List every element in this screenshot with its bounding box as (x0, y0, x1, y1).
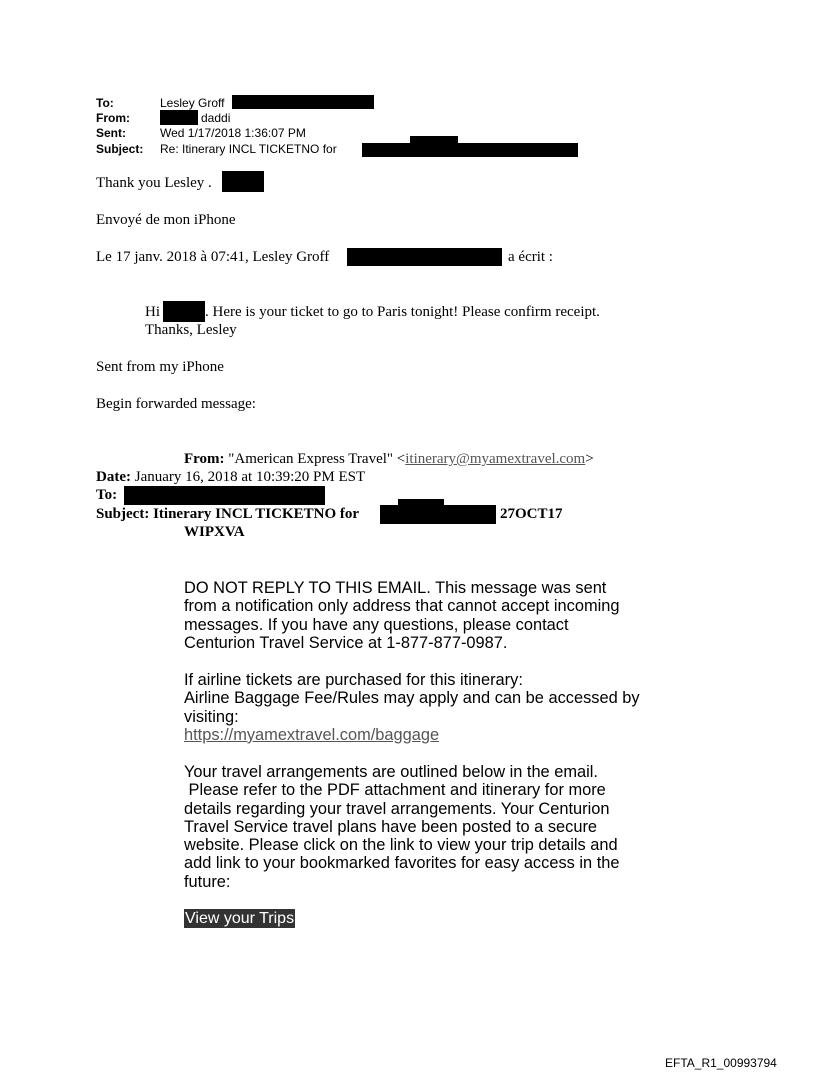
text-line: Airline Baggage Fee/Rules may apply and can be accessed by (184, 689, 640, 708)
text-line: website. Please click on the link to view your trip details and (184, 836, 618, 855)
document-id: EFTA_R1_00993794 (665, 1056, 777, 1070)
to-label: To: (96, 96, 114, 110)
fwd-subject-label: Subject: (96, 506, 150, 522)
reply-signature: Envoyé de mon iPhone (96, 212, 236, 228)
fwd-from-label: From: (184, 451, 225, 467)
text-line: add link to your bookmarked favorites for easy access in the (184, 854, 620, 873)
from-label: From: (96, 111, 130, 125)
subject-label: Subject: (96, 142, 144, 156)
redaction-box (362, 143, 578, 157)
fwd-from-line: From: "American Express Travel" <itinerary@myamextravel.com> (184, 451, 594, 467)
redaction-box (222, 171, 264, 192)
from-name: daddi (201, 111, 231, 125)
text-line: If airline tickets are purchased for this itinerary: (184, 671, 523, 689)
quoted-hi: Hi (145, 304, 160, 320)
text-line: Your travel arrangements are outlined below in the email. (184, 763, 598, 781)
fwd-subject-code: WIPXVA (184, 524, 245, 540)
text-line: Please refer to the PDF attachment and itinerary for more (184, 781, 606, 800)
redaction-box (163, 301, 205, 322)
redaction-box (347, 248, 502, 266)
fwd-subject-date: 27OCT17 (500, 506, 563, 522)
quote-intro: Le 17 janv. 2018 à 07:41, Lesley Groff (96, 249, 330, 265)
text-line: messages. If you have any questions, please contact (184, 615, 569, 634)
subject-value: Re: Itinerary INCL TICKETNO for (160, 142, 337, 156)
sent-value: Wed 1/17/2018 1:36:07 PM (160, 126, 306, 140)
redaction-box (232, 95, 374, 109)
baggage-link[interactable]: https://myamextravel.com/baggage (184, 725, 440, 744)
text-line: details regarding your travel arrangements. Your Centurion (184, 799, 610, 818)
sent-label: Sent: (96, 126, 126, 140)
notice-paragraph (184, 579, 620, 652)
fwd-subject-value: Itinerary INCL TICKETNO for (153, 506, 360, 522)
begin-forwarded: Begin forwarded message: (96, 396, 256, 412)
reply-thanks: Thank you Lesley . (96, 175, 212, 191)
text-line: DO NOT REPLY TO THIS EMAIL. This message was sent (184, 579, 607, 597)
to-name: Lesley Groff (160, 96, 225, 110)
fwd-subject-line (96, 506, 359, 523)
redaction-box (380, 505, 496, 524)
redaction-box (410, 136, 458, 146)
redaction-box (398, 499, 444, 507)
fwd-from-email-link[interactable]: itinerary@myamextravel.com (405, 451, 586, 467)
view-trips-button[interactable]: View your Trips (185, 910, 295, 927)
quote-suffix: a écrit : (508, 249, 553, 265)
text-line: from a notification only address that cannot accept incoming (184, 597, 620, 616)
text-line: Centurion Travel Service at 1-877-877-0987. (184, 633, 508, 652)
baggage-paragraph (184, 671, 640, 744)
redaction-box (124, 486, 325, 505)
fwd-date-line (96, 469, 365, 486)
fwd-date-value: January 16, 2018 at 10:39:20 PM EST (134, 469, 366, 485)
redaction-box (160, 110, 198, 125)
sent-from-line: Sent from my iPhone (96, 359, 224, 375)
quoted-closing: Thanks, Lesley (145, 322, 237, 338)
text-line: future: (184, 872, 231, 891)
fwd-to-label: To: (96, 487, 118, 503)
arrangements-paragraph (184, 763, 619, 891)
fwd-from-name: "American Express Travel" (228, 451, 394, 467)
fwd-date-label: Date: (96, 469, 131, 485)
quoted-message: . Here is your ticket to go to Paris tonight! Please confirm receipt. (205, 304, 600, 320)
text-line: visiting: (184, 707, 239, 726)
text-line: Travel Service travel plans have been posted to a secure (184, 817, 598, 836)
